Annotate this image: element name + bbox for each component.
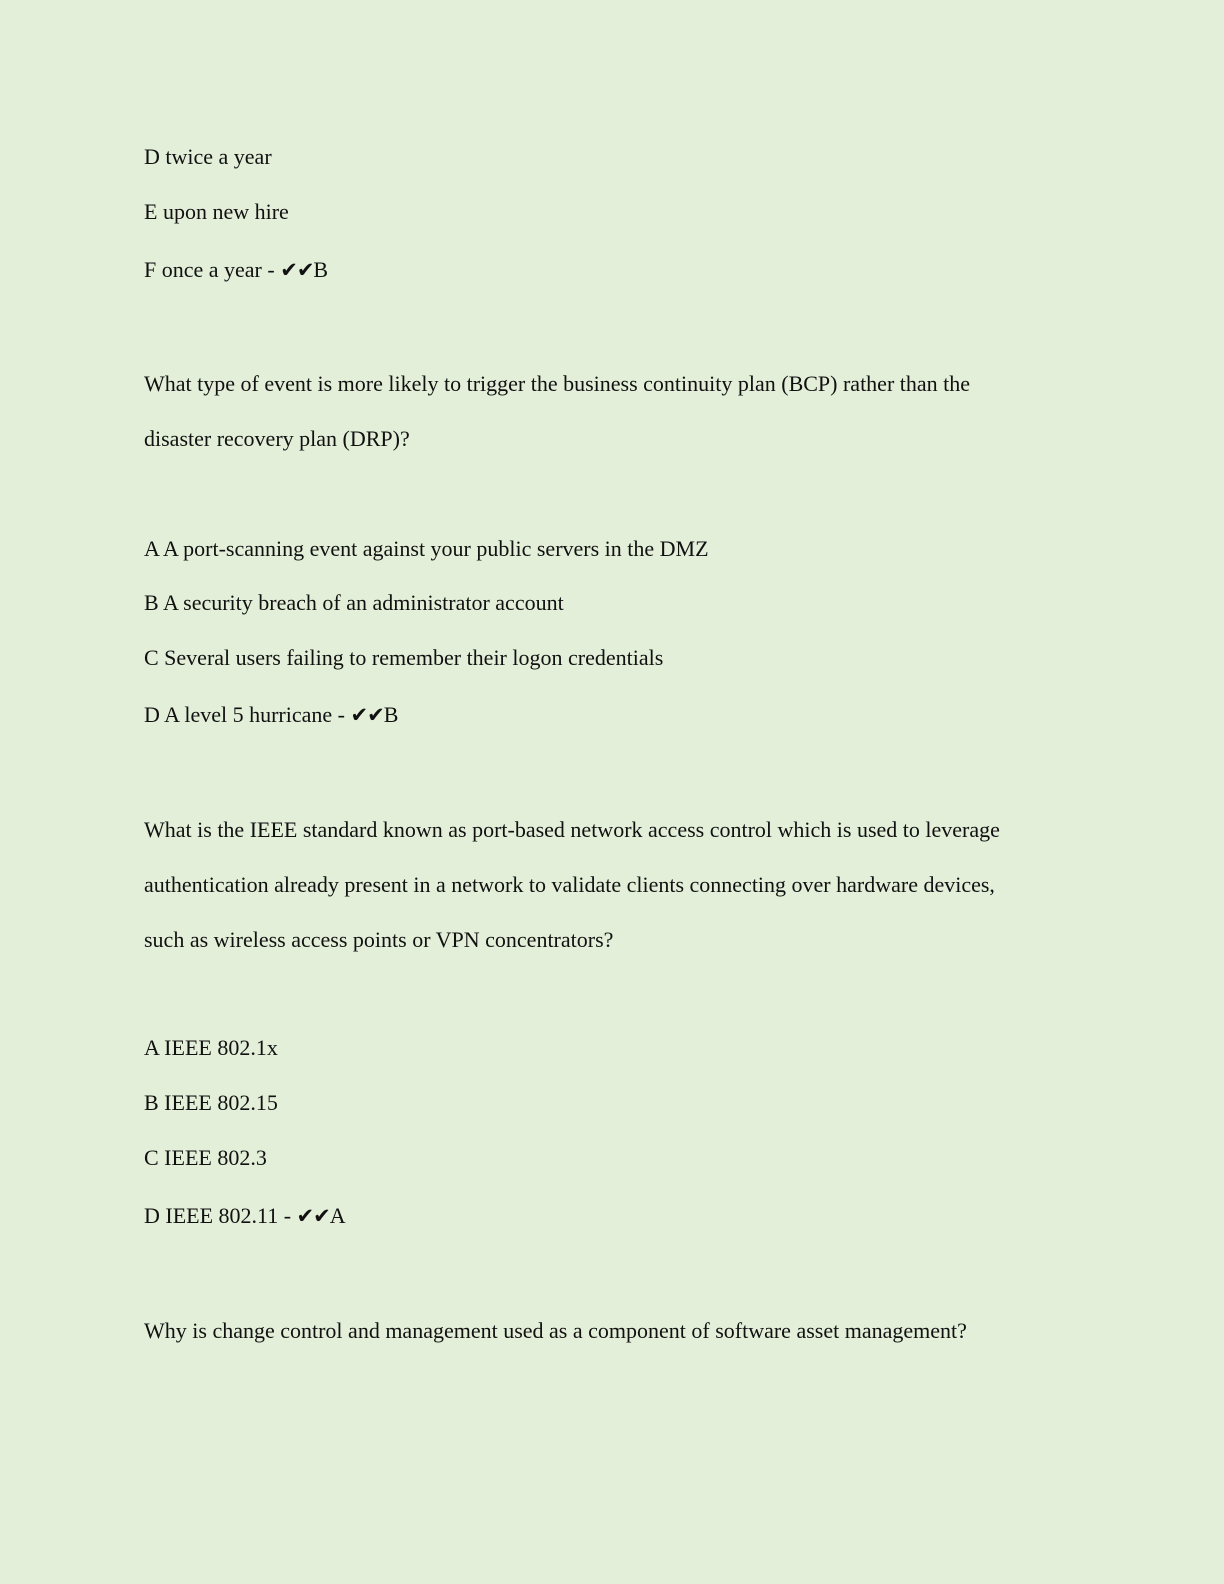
- check-mark-icon: ✔✔: [280, 258, 314, 282]
- question-ieee-line-3: such as wireless access points or VPN concentrators?: [144, 927, 614, 952]
- question-ieee-line-1: What is the IEEE standard known as port-based network access control which is used to leverage: [144, 817, 1000, 842]
- option-c-ieee-8023: C IEEE 802.3: [144, 1145, 267, 1170]
- option-text: F once a year -: [144, 257, 281, 282]
- question-bcp-line-1: What type of event is more likely to trigger the business continuity plan (BCP) rather than the: [144, 371, 971, 396]
- answer-letter: A: [329, 1203, 346, 1228]
- option-b-ieee-80215: B IEEE 802.15: [144, 1090, 278, 1115]
- check-mark-icon: ✔✔: [350, 703, 384, 727]
- option-a-port-scanning: A A port-scanning event against your public servers in the DMZ: [144, 536, 709, 561]
- option-d-twice-a-year: D twice a year: [144, 144, 272, 169]
- answer-letter: B: [383, 702, 399, 727]
- question-bcp-line-2: disaster recovery plan (DRP)?: [144, 426, 410, 451]
- option-e-upon-new-hire: E upon new hire: [144, 199, 289, 224]
- option-a-ieee-8021x: A IEEE 802.1x: [144, 1035, 278, 1060]
- question-change-control: Why is change control and management used as a component of software asset management?: [144, 1318, 967, 1343]
- option-d-with-answer: [144, 1202, 346, 1230]
- option-text: D A level 5 hurricane -: [144, 702, 351, 727]
- check-mark-icon: ✔✔: [296, 1204, 330, 1228]
- question-ieee-line-2: authentication already present in a network to validate clients connecting over hardware devices,: [144, 872, 995, 897]
- option-d-with-answer: [144, 701, 398, 729]
- option-f-with-answer: [144, 256, 328, 284]
- option-c-logon-credentials: C Several users failing to remember their logon credentials: [144, 645, 664, 670]
- answer-letter: B: [313, 257, 329, 282]
- option-text: D IEEE 802.11 -: [144, 1203, 297, 1228]
- option-b-security-breach: B A security breach of an administrator account: [144, 590, 564, 615]
